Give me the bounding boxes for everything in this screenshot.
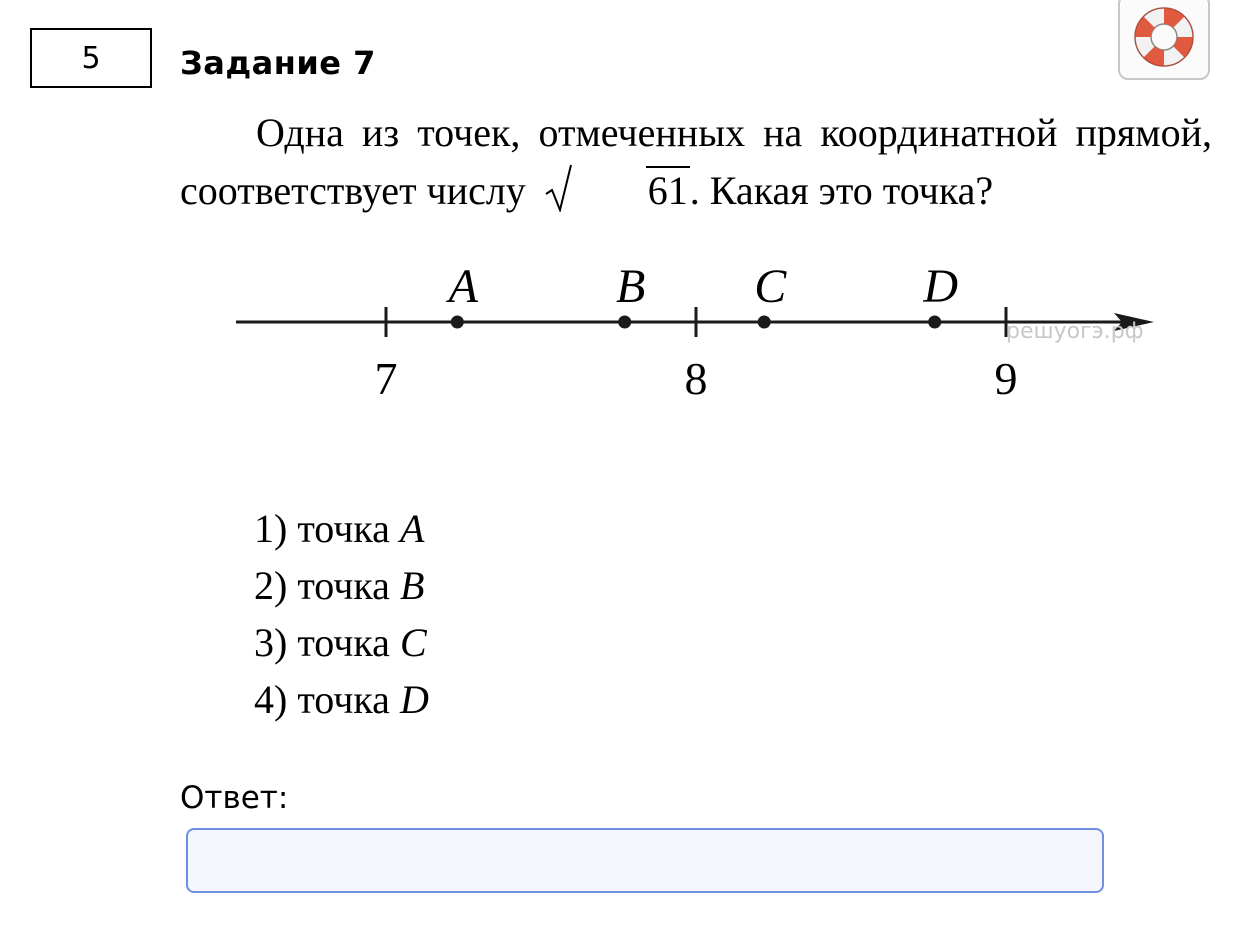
question-text [180, 104, 1212, 220]
task-title: Задание 7 [180, 44, 376, 82]
option-2-letter: B [399, 563, 425, 608]
answer-options [254, 500, 429, 728]
task-number: 5 [81, 40, 101, 76]
lifebuoy-icon [1129, 2, 1199, 72]
point-label-c: C [754, 260, 787, 313]
option-2: 2) точка B [254, 563, 425, 608]
option-3: 3) точка C [254, 620, 427, 665]
question-text-before: Одна из точек, отмеченных на координатной прямой, соответствует числу [180, 110, 1212, 213]
number-line-figure [226, 248, 1166, 408]
option-1-letter: A [399, 506, 425, 551]
point-a [451, 316, 464, 329]
point-d [928, 316, 941, 329]
option-4: 4) точка D [254, 677, 429, 722]
answer-label: Ответ: [180, 780, 289, 816]
option-1: 1) точка A [254, 506, 425, 551]
question-text-after: . Какая это точка? [689, 168, 994, 213]
sqrt-expression [544, 162, 690, 220]
option-3-letter: C [399, 620, 427, 665]
point-label-d: D [923, 260, 959, 313]
tick-label-9: 9 [994, 353, 1018, 404]
tick-label-7: 7 [374, 353, 398, 404]
point-c [758, 316, 771, 329]
answer-input[interactable] [186, 828, 1104, 893]
point-label-a: A [448, 260, 478, 313]
point-b [618, 316, 631, 329]
task-number-box [30, 28, 152, 88]
option-4-letter: D [399, 677, 429, 722]
help-button[interactable] [1118, 0, 1210, 80]
radical-sign-icon [544, 164, 572, 212]
point-label-b: B [616, 260, 646, 313]
radicand: 61 [647, 168, 688, 213]
watermark-text: решуогэ.рф [1006, 319, 1144, 344]
tick-label-8: 8 [684, 353, 708, 404]
